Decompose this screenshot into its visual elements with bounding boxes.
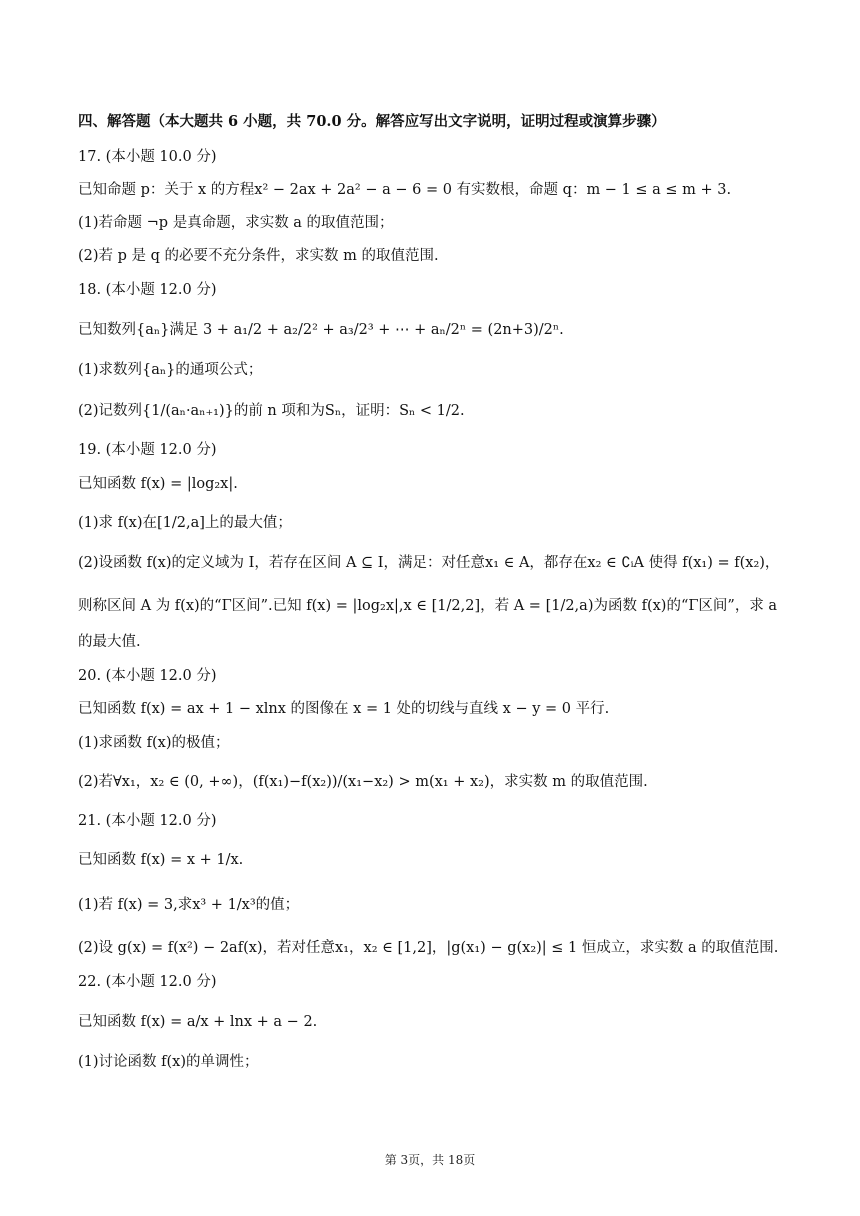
problem-18-part-2: (2)记数列{1/(aₙ·aₙ₊₁)}的前 n 项和为Sₙ，证明：Sₙ < 1/2. — [78, 403, 465, 419]
problem-17-part-1: (1)若命题 ¬p 是真命题，求实数 a 的取值范围； — [78, 215, 394, 231]
problem-18-statement: 已知数列{aₙ}满足 3 + a₁/2 + a₂/2² + a₃/2³ + ⋯ + aₙ/2ⁿ = (2n+3)/2ⁿ. — [78, 322, 564, 338]
problem-19-statement: 已知函数 f(x) = |log₂x|. — [78, 476, 238, 492]
problem-19-part-2-line-2: 则称区间 A 为 f(x)的“Γ区间”.已知 f(x) = |log₂x|,x ∈ [1/2,2]，若 A = [1/2,a)为函数 f(x)的“Γ区间”，求 a — [78, 598, 778, 614]
problem-20-statement: 已知函数 f(x) = ax + 1 − xlnx 的图像在 x = 1 处的切线与直线 x − y = 0 平行. — [78, 701, 610, 717]
problem-19-part-1: (1)求 f(x)在[1/2,a]上的最大值； — [78, 515, 292, 531]
problem-18-part-1: (1)求数列{aₙ}的通项公式； — [78, 362, 263, 378]
problem-19-part-2-line-1: (2)设函数 f(x)的定义域为 I，若存在区间 A ⊆ I，满足：对任意x₁ ∈ A，都存在x₂ ∈ ∁ᵢA 使得 f(x₁) = f(x₂)， — [78, 555, 780, 571]
problem-22-statement: 已知函数 f(x) = a/x + lnx + a − 2. — [78, 1014, 318, 1030]
problem-19-part-2-line-3: 的最大值. — [78, 634, 141, 650]
problem-21-part-2: (2)设 g(x) = f(x²) − 2af(x)，若对任意x₁，x₂ ∈ [1,2]，|g(x₁) − g(x₂)| ≤ 1 恒成立，求实数 a 的取值范围. — [78, 940, 779, 956]
problem-18-title: 18. (本小题 12.0 分) — [78, 282, 217, 298]
problem-21-part-1: (1)若 f(x) = 3,求x³ + 1/x³的值； — [78, 897, 300, 913]
problem-21-statement: 已知函数 f(x) = x + 1/x. — [78, 852, 244, 868]
problem-20-title: 20. (本小题 12.0 分) — [78, 668, 217, 684]
problem-19-title: 19. (本小题 12.0 分) — [78, 442, 217, 458]
problem-17-statement: 已知命题 p：关于 x 的方程x² − 2ax + 2a² − a − 6 = 0 有实数根，命题 q：m − 1 ≤ a ≤ m + 3. — [78, 182, 732, 198]
section-heading: 四、解答题（本大题共 6 小题，共 70.0 分。解答应写出文字说明，证明过程或演算步骤） — [78, 113, 666, 130]
problem-22-part-1: (1)讨论函数 f(x)的单调性； — [78, 1054, 259, 1070]
problem-20-part-2: (2)若∀x₁，x₂ ∈ (0, +∞)，(f(x₁)−f(x₂))/(x₁−x₂) > m(x₁ + x₂)，求实数 m 的取值范围. — [78, 774, 648, 790]
problem-17-title: 17. (本小题 10.0 分) — [78, 149, 217, 165]
problem-17-part-2: (2)若 p 是 q 的必要不充分条件，求实数 m 的取值范围. — [78, 248, 439, 264]
problem-22-title: 22. (本小题 12.0 分) — [78, 974, 217, 990]
problem-21-title: 21. (本小题 12.0 分) — [78, 813, 217, 829]
page-number: 第 3页，共 18页 — [384, 1153, 476, 1167]
problem-20-part-1: (1)求函数 f(x)的极值； — [78, 735, 230, 751]
